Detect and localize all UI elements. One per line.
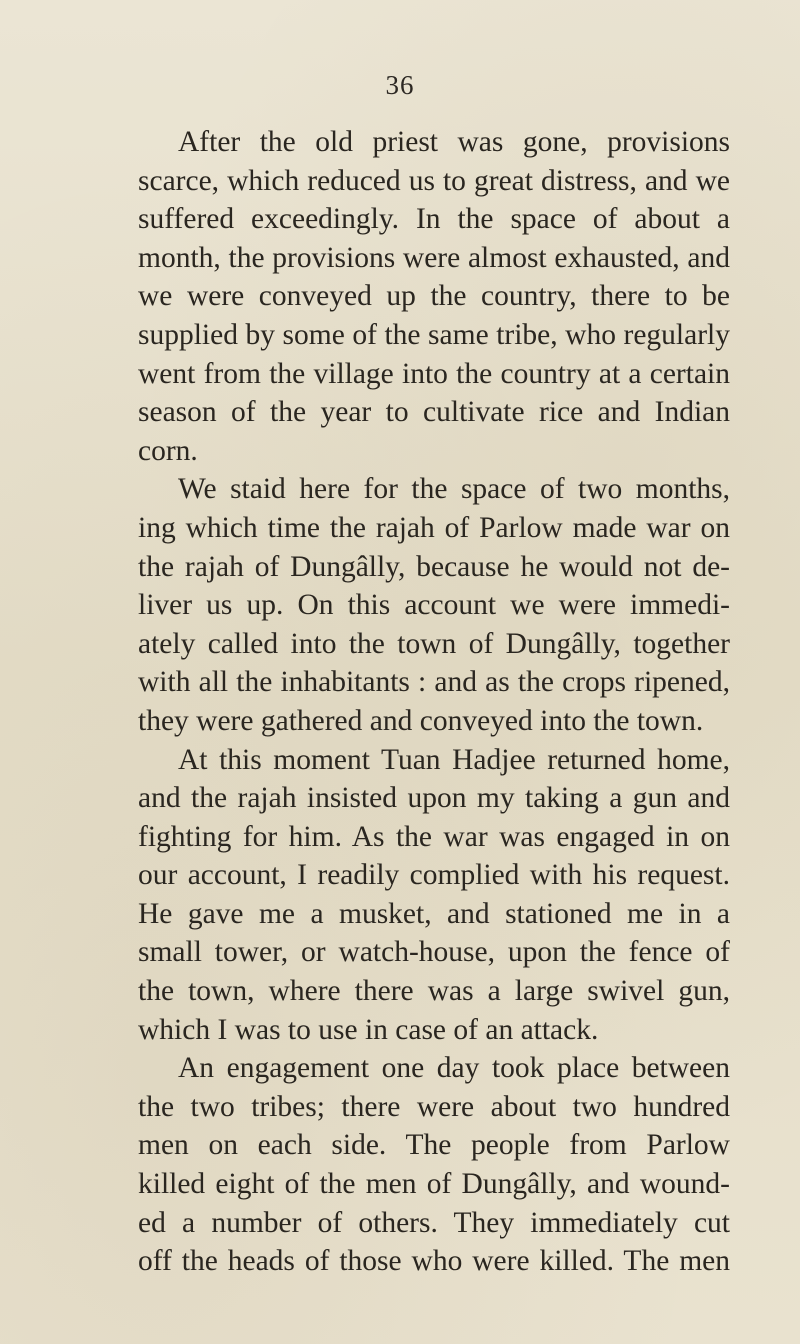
text-line-content: After the old priest was gone, provisions — [178, 126, 730, 158]
text-line-content: off the heads of those who were killed. The men — [138, 1245, 730, 1278]
text-line-content: suffered exceedingly. In the space of about a — [138, 203, 730, 236]
text-line-content: corn. — [138, 434, 198, 467]
text-line — [0, 663, 800, 702]
text-line — [0, 1165, 800, 1204]
text-line — [0, 895, 800, 934]
text-line — [0, 432, 800, 471]
text-line — [0, 355, 800, 394]
text-line — [0, 1049, 800, 1088]
text-line-content: ed a number of others. They immediately cut — [138, 1206, 730, 1239]
text-line — [0, 393, 800, 432]
text-line — [0, 856, 800, 895]
text-line-content: month, the provisions were almost exhausted, and — [138, 241, 730, 274]
text-line-content: they were gathered and conveyed into the town. — [138, 704, 704, 737]
text-line-content: supplied by some of the same tribe, who regularly — [138, 318, 730, 351]
text-line — [0, 1126, 800, 1165]
text-line-content: killed eight of the men of Dungâlly, and wound- — [138, 1168, 730, 1201]
text-line — [0, 200, 800, 239]
text-line — [0, 1088, 800, 1127]
text-line-content: ing which time the rajah of Parlow made war on — [138, 511, 730, 544]
text-line-content: our account, I readily complied with his request. — [138, 859, 730, 892]
text-line-content: We staid here for the space of two months, — [178, 473, 730, 506]
text-line — [0, 702, 800, 741]
page-number: 36 — [385, 70, 415, 100]
text-line — [0, 1242, 800, 1281]
text-line-content: ately called into the town of Dungâlly, together — [138, 627, 730, 660]
text-line — [0, 972, 800, 1011]
text-line — [0, 779, 800, 818]
text-line — [0, 933, 800, 972]
text-line — [0, 123, 800, 162]
text-line-content: He gave me a musket, and stationed me in a — [138, 897, 730, 930]
text-line — [0, 162, 800, 201]
text-line-content: An engagement one day took place between — [178, 1052, 730, 1085]
text-line-content: At this moment Tuan Hadjee returned home, — [178, 743, 730, 776]
text-line — [0, 1011, 800, 1050]
text-line-content: with all the inhabitants : and as the crops ripened, — [138, 666, 730, 699]
text-line-content: and the rajah insisted upon my taking a gun and — [138, 782, 730, 815]
text-line-content: season of the year to cultivate rice and Indian — [138, 396, 730, 429]
text-line-content: went from the village into the country at a certain — [138, 357, 730, 390]
text-line — [0, 586, 800, 625]
text-line — [0, 509, 800, 548]
text-line — [0, 470, 800, 509]
text-line-content: scarce, which reduced us to great distress, and we — [138, 164, 730, 197]
text-line — [0, 818, 800, 857]
text-line-content: which I was to use in case of an attack. — [138, 1013, 599, 1046]
body-text — [0, 123, 800, 1281]
text-line-content: we were conveyed up the country, there to be — [138, 280, 730, 313]
text-line-content: the rajah of Dungâlly, because he would not de- — [138, 550, 730, 583]
text-line-content: fighting for him. As the war was engaged in on — [138, 820, 730, 853]
text-line — [0, 1204, 800, 1243]
text-line-content: liver us up. On this account we were immedi- — [138, 589, 730, 622]
text-line-content: the two tribes; there were about two hundred — [138, 1090, 730, 1123]
text-line-content: small tower, or watch-house, upon the fence of — [138, 936, 730, 969]
text-line — [0, 625, 800, 664]
text-line — [0, 277, 800, 316]
text-line — [0, 741, 800, 780]
text-line — [0, 239, 800, 278]
text-line — [0, 548, 800, 587]
text-line — [0, 316, 800, 355]
text-line-content: the town, where there was a large swivel gun, — [138, 975, 730, 1008]
text-line-content: men on each side. The people from Parlow — [138, 1129, 730, 1162]
